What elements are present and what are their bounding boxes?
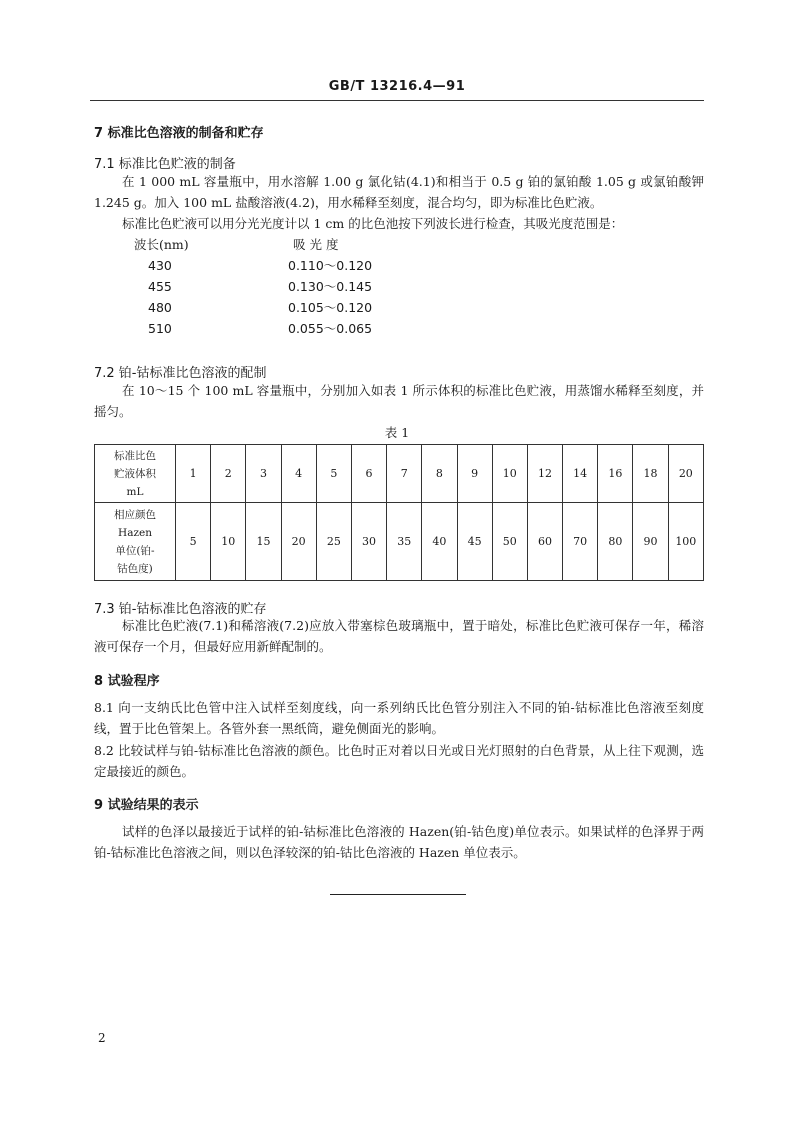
section-7-1-paragraph-2: 标准比色贮液可以用分光光度计以 1 cm 的比色池按下列波长进行检查，其吸光度范围是： (122, 216, 624, 231)
section-7-2-title: 7.2 铂-钴标准比色溶液的配制 (94, 366, 267, 381)
section-7-1-paragraph-1: 在 1 000 mL 容量瓶中，用水溶解 1.00 g 氯化钴(4.1)和相当于 0.5 g 铂的氯铂酸 1.05 g 或氯铂酸钾 1.245 g。加入 100 mL 盐酸溶液(4.2)，用水稀释至刻度，混合均匀，即为标准比色贮液。 (94, 174, 704, 210)
table-cell: 100 (668, 503, 703, 581)
end-of-text-rule (330, 894, 466, 895)
table-cell: 20 (668, 445, 703, 503)
table-cell: 12 (527, 445, 562, 503)
table-cell: 10 (211, 503, 246, 581)
section-7-3-title: 7.3 铂-钴标准比色溶液的贮存 (94, 602, 267, 617)
table-cell: 16 (598, 445, 633, 503)
table-row (95, 445, 704, 503)
table-cell: 8 (422, 445, 457, 503)
page-number: 2 (98, 1031, 106, 1045)
section-8-1-paragraph: 8.1 向一支纳氏比色管中注入试样至刻度线，向一系列纳氏比色管分别注入不同的铂-钴标准比色溶液至刻度线，置于比色管架上。各管外套一黑纸筒，避免侧面光的影响。 (94, 700, 704, 736)
wavelength-value: 510 (148, 321, 172, 336)
absorbance-header: 吸 光 度 (293, 237, 339, 252)
table-cell: 25 (316, 503, 351, 581)
table-caption: 表 1 (384, 425, 410, 440)
header-divider (90, 100, 704, 101)
row-label-stock-volume: 标准比色 贮液体积 mL (95, 445, 176, 503)
wavelength-value: 455 (148, 279, 172, 294)
section-7-2-paragraph: 在 10～15 个 100 mL 容量瓶中，分别加入如表 1 所示体积的标准比色贮液，用蒸馏水稀释至刻度，并摇匀。 (94, 383, 704, 419)
table-row (95, 503, 704, 581)
table-cell: 18 (633, 445, 668, 503)
table-cell: 20 (281, 503, 316, 581)
table-cell: 70 (563, 503, 598, 581)
standard-code-header: GB/T 13216.4—91 (328, 79, 466, 94)
table-cell: 30 (351, 503, 386, 581)
table-cell: 45 (457, 503, 492, 581)
absorbance-value: 0.105～0.120 (288, 300, 373, 315)
table-cell: 14 (563, 445, 598, 503)
table-cell: 4 (281, 445, 316, 503)
absorbance-value: 0.130～0.145 (288, 279, 373, 294)
table-cell: 3 (246, 445, 281, 503)
absorbance-value: 0.055～0.065 (288, 321, 373, 336)
table-cell: 5 (176, 503, 211, 581)
table-cell: 2 (211, 445, 246, 503)
table-cell: 40 (422, 503, 457, 581)
wavelength-value: 430 (148, 258, 172, 273)
table-cell: 10 (492, 445, 527, 503)
section-8-title: 8 试验程序 (94, 674, 160, 689)
wavelength-header: 波长(nm) (134, 237, 189, 252)
table-cell: 90 (633, 503, 668, 581)
section-9-paragraph: 试样的色泽以最接近于试样的铂-钴标准比色溶液的 Hazen(铂-钴色度)单位表示。如果试样的色泽界于两铂-钴标准比色溶液之间，则以色泽较深的铂-钴比色溶液的 Hazen 单位表示。 (94, 824, 704, 860)
section-7-title: 7 标准比色溶液的制备和贮存 (94, 126, 264, 141)
section-7-3-paragraph: 标准比色贮液(7.1)和稀溶液(7.2)应放入带塞棕色玻璃瓶中，置于暗处，标准比色贮液可保存一年，稀溶液可保存一个月，但最好应用新鲜配制的。 (94, 618, 704, 654)
table-cell: 50 (492, 503, 527, 581)
section-9-title: 9 试验结果的表示 (94, 798, 199, 813)
table-cell: 60 (527, 503, 562, 581)
table-cell: 7 (387, 445, 422, 503)
color-standard-table (94, 444, 704, 581)
table-cell: 35 (387, 503, 422, 581)
table-cell: 1 (176, 445, 211, 503)
table-cell: 5 (316, 445, 351, 503)
table-cell: 9 (457, 445, 492, 503)
section-8-2-paragraph: 8.2 比较试样与铂-钴标准比色溶液的颜色。比色时正对着以日光或日光灯照射的白色背景，从上往下观测，选定最接近的颜色。 (94, 743, 704, 779)
row-label-hazen-units: 相应颜色 Hazen 单位(铂- 钴色度) (95, 503, 176, 581)
absorbance-value: 0.110～0.120 (288, 258, 373, 273)
table-cell: 80 (598, 503, 633, 581)
table-cell: 6 (351, 445, 386, 503)
table-cell: 15 (246, 503, 281, 581)
section-7-1-title: 7.1 标准比色贮液的制备 (94, 157, 236, 172)
wavelength-value: 480 (148, 300, 172, 315)
